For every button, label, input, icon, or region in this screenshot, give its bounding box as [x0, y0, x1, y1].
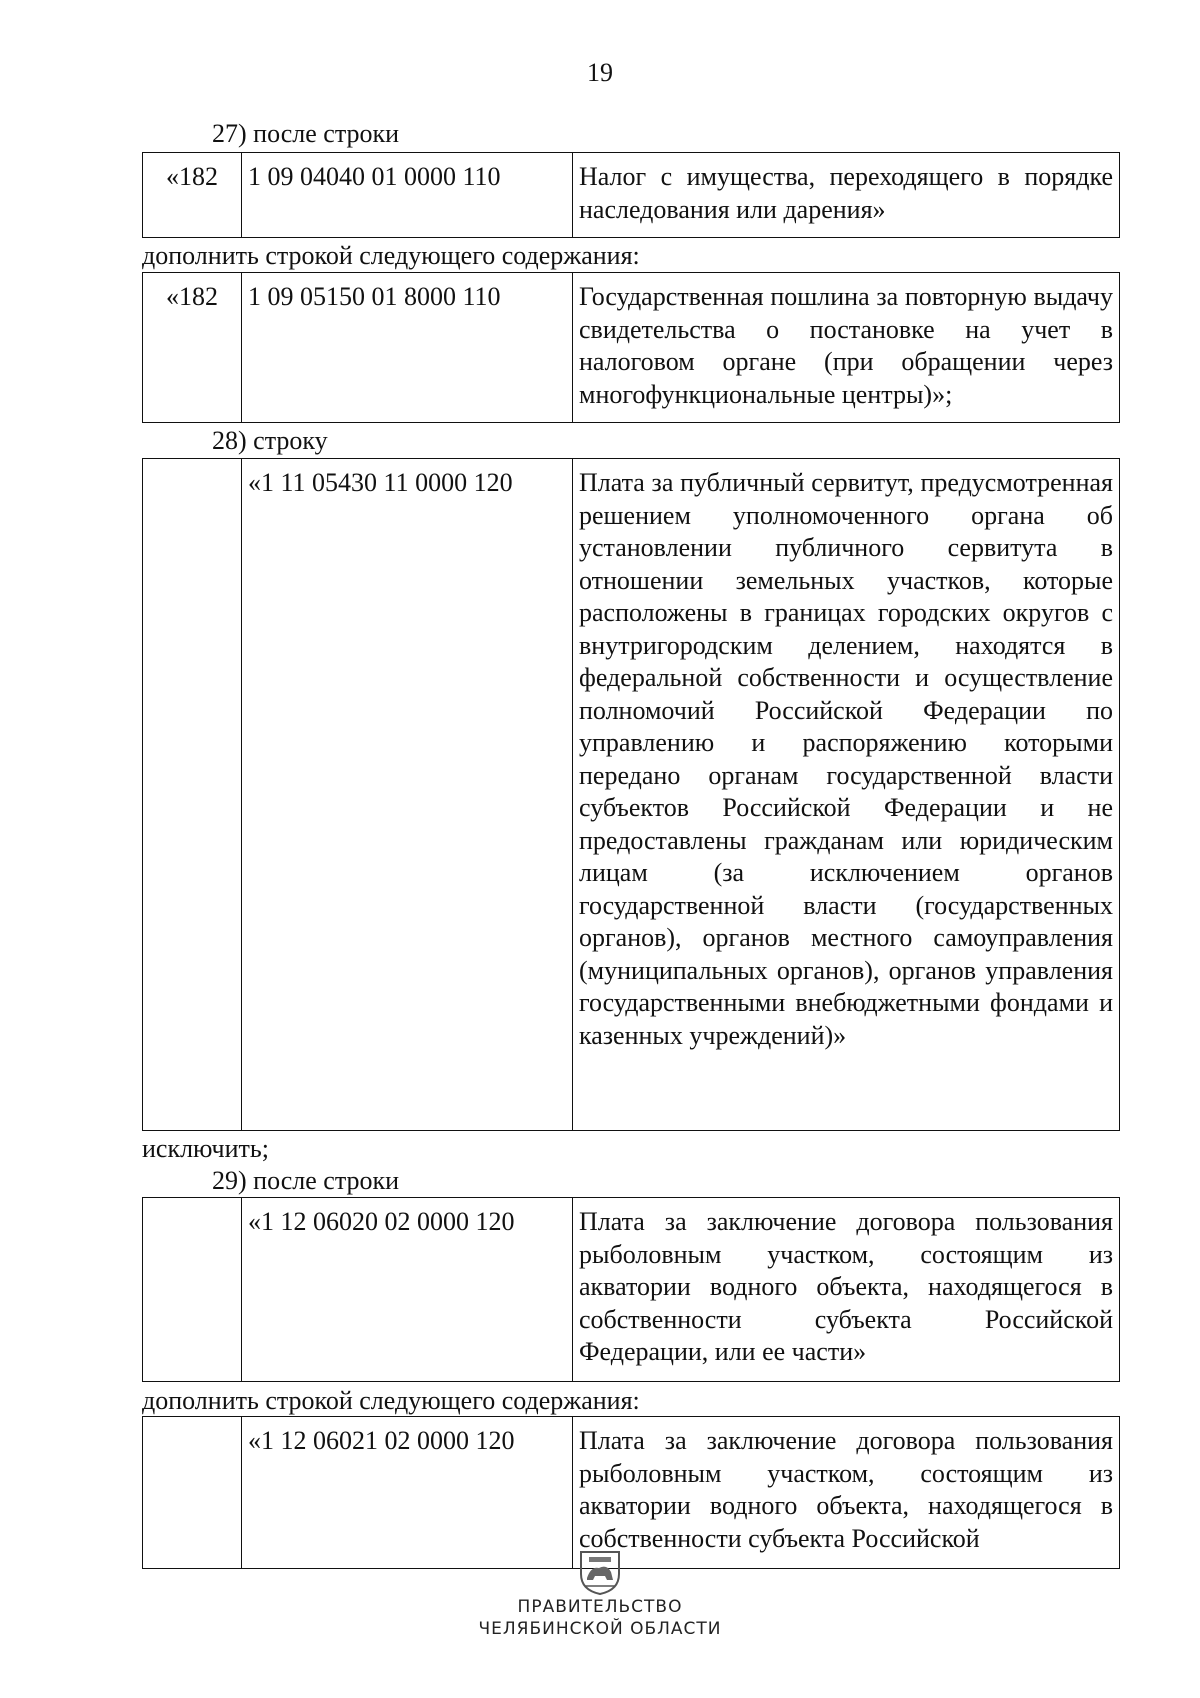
row-code: «1 11 05430 11 0000 120 [242, 459, 573, 1131]
seal-line-2: ЧЕЛЯБИНСКОЙ ОБЛАСТИ [478, 1619, 722, 1639]
item-27-table [142, 152, 1120, 238]
item-29-new-row-table [142, 1416, 1120, 1569]
item-29-intro: 29) после строки [212, 1166, 400, 1195]
table-row [143, 273, 1120, 423]
insert-instruction-2: дополнить строкой следующего содержания: [142, 1386, 640, 1415]
page-number: 19 [587, 58, 613, 87]
row-code: 1 09 05150 01 8000 110 [242, 273, 573, 423]
row-description: Государственная пошлина за повторную выдачу свидетельства о постановке на учет в налоговом органе (при обращении через многофункциональные центры)»; [573, 273, 1120, 423]
row-code: «1 12 06021 02 0000 120 [242, 1417, 573, 1569]
item-27-new-row-table [142, 272, 1120, 423]
row-prefix [143, 1417, 242, 1569]
item-29-table [142, 1197, 1120, 1382]
insert-instruction-1: дополнить строкой следующего содержания: [142, 241, 640, 270]
chelyabinsk-coat-of-arms-icon [577, 1548, 623, 1596]
exclude-instruction: исключить; [142, 1134, 269, 1163]
table-row [143, 153, 1120, 238]
row-description: Плата за публичный сервитут, предусмотренная решением уполномоченного органа об установлении публичного сервитута в отношении земельных участков, которые расположены в границах городских округов с внутригородским делением, находятся в федеральной собственности и осуществление полномочий Российской Федерации по управлению и распоряжению которыми передано органам государственной власти субъектов Российской Федерации и не предоставлены гражданам или юридическим лицам (за исключением органов государственной власти (государственных органов), органов местного самоуправления (муниципальных органов), органов управления государственными внебюджетными фондами и казенных учреждений)» [573, 459, 1120, 1131]
item-28-intro: 28) строку [212, 426, 328, 455]
row-code: «1 12 06020 02 0000 120 [242, 1198, 573, 1382]
table-row [143, 459, 1120, 1131]
item-27-intro: 27) после строки [212, 119, 400, 148]
row-description: Плата за заключение договора пользования рыболовным участком, состоящим из акватории водного объекта, находящегося в собственности субъекта Российской Федерации, или ее части» [573, 1198, 1120, 1382]
government-seal [0, 1548, 1200, 1640]
item-28-table [142, 458, 1120, 1131]
row-code: 1 09 04040 01 0000 110 [242, 153, 573, 238]
row-prefix: «182 [143, 153, 242, 238]
row-prefix [143, 1198, 242, 1382]
table-row [143, 1417, 1120, 1569]
row-prefix: «182 [143, 273, 242, 423]
row-prefix [143, 459, 242, 1131]
seal-line-1: ПРАВИТЕЛЬСТВО [517, 1597, 683, 1617]
row-description: Налог с имущества, переходящего в порядке наследования или дарения» [573, 153, 1120, 238]
table-row [143, 1198, 1120, 1382]
row-description: Плата за заключение договора пользования рыболовным участком, состоящим из акватории водного объекта, находящегося в собственности субъекта Российской [573, 1417, 1120, 1569]
